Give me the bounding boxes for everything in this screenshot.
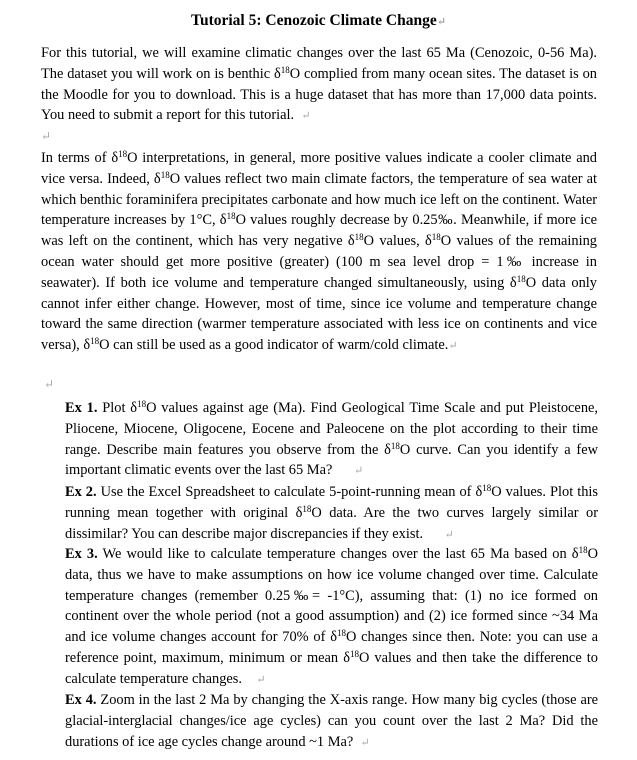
interpretation-paragraph: In terms of $\delta^{18}O$ interpretations, in general, more positive values indicate a cooler climate and vice versa. Indeed, $\delta^{18}O$ values reflect two main climate factors, the temperature of sea water at which benthic foraminifera precipitates carbonate and how much ice left on the continent. Water temperature increases by 1°C, $\delta^{18}O$ values roughly decrease by 0.25‰. Meanwhile, if more ice was left on the continent, which has very negative $\delta^{18}O$ values, $\delta^{18}O$ values of the remaining ocean water should get more positive (greater) (100 m sea level drop = 1‰ increase in seawater). If both ice volume and temperature changed simultaneously, using $\delta^{18}O$ data only cannot infer either change. However, most of time, since ice volume and temperature change toward the same direction (warmer temperature associated with less ice on continents and vice versa), $\delta^{18}O$ can still be used as a good indicator of warm/cold climate.↵ (41, 149, 597, 354)
paragraph-mark-icon: ↵ (301, 110, 311, 123)
paragraph-mark-icon: ↵ (353, 465, 364, 478)
exercise-3: Ex 3. We would like to calculate temperature changes over the last 65 Ma based on $\delta^{18}O$ data, thus we have to make assumptions on how ice volume changed over time. Calculate temperature changes (remember 0.25‰= -1°C), assuming that: (1) no ice formed on continent over the whole period (not a good assumption) and (2) ice formed since ~34 Ma and ice volume changes account for 70% of $\delta^{18}O$ changes since then. Note: you can use a reference point, maximum, minimum or mean $\delta^{18}O$ values and then take the difference to calculate temperature changes. ↵ (65, 545, 598, 687)
paragraph-mark-icon: ↵ (256, 673, 266, 686)
paragraph-mark-icon: ↵ (444, 528, 454, 541)
exercise-1-label: Ex 1. (65, 400, 98, 416)
exercise-4: Ex 4. Zoom in the last 2 Ma by changing the X-axis range. How many big cycles (those are glacial-interglacial changes/ice age cycles) can you count over the last 2 Ma? Did the durations of ice age cycles change around ~1 Ma? ↵ (65, 692, 599, 750)
paragraph-mark-icon: ↵ (44, 377, 55, 391)
paragraph-mark-icon: ↵ (360, 736, 370, 749)
paragraph-mark-icon: ↵ (436, 16, 446, 28)
paragraph-mark-icon: ↵ (41, 129, 52, 143)
intro-paragraph: For this tutorial, we will examine climatic changes over the last 65 Ma (Cenozoic, 0-56 Ma). The dataset you will work on is benthic $\delta^{18}O$ complied from many ocean sites. The dataset is on the Moodle for you to download. This is a huge dataset that has more than 17,000 data points. You need to submit a report for this tutorial. ↵ (41, 45, 597, 124)
exercise-1: Ex 1. Plot $\delta^{18}O$ values against age (Ma). Find Geological Time Scale and put Pleistocene, Pliocene, Miocene, Oligocene, Eocene and Paleocene on the plot according to their time range. Describe main features you observe from the $\delta^{18}O$ curve. Can you identify a few important climatic events over the last 65 Ma? ↵ (65, 399, 599, 479)
page-title: Tutorial 5: Cenozoic Climate Change↵ (191, 12, 446, 29)
exercise-3-label: Ex 3. (65, 546, 98, 562)
exercise-2-label: Ex 2. (65, 484, 97, 500)
exercise-2: Ex 2. Use the Excel Spreadsheet to calculate 5-point-running mean of $\delta^{18}O$ values. Plot this running mean together with original $\delta^{18}O$ data. Are the two curves largely similar or dissimilar? You can describe major discrepancies if they exist. ↵ (65, 483, 598, 542)
exercise-4-label: Ex 4. (65, 692, 97, 708)
paragraph-mark-icon: ↵ (448, 340, 458, 353)
